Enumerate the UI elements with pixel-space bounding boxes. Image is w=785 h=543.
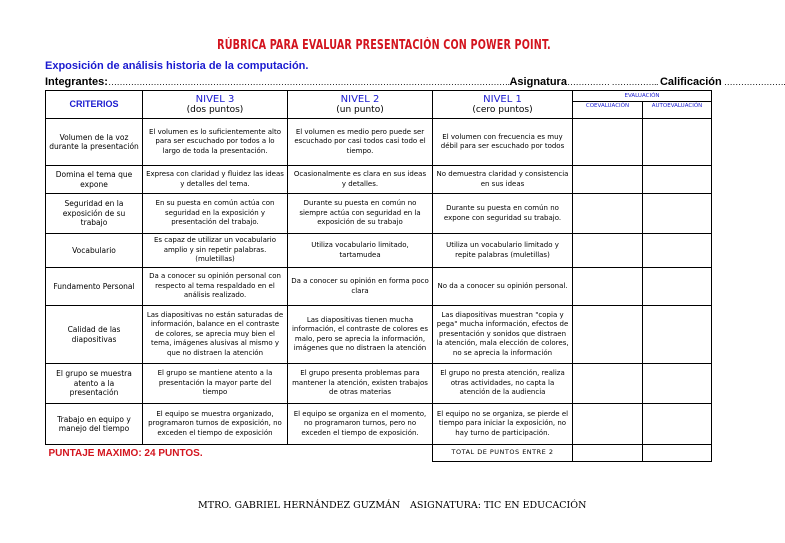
nivel-3-cell: Las diapositivas no están saturadas de información, balance en el contraste de colores, se aprecia muy bien el tema, imágenes alusivas al mismo y que no distraen la atención (143, 306, 288, 364)
criterios-header: CRITERIOS (46, 91, 143, 119)
criterio-cell: Calidad de las diapositivas (46, 306, 143, 364)
coevaluacion-cell[interactable] (573, 404, 643, 445)
table-row (46, 194, 712, 234)
nivel-3-cell: El volumen es lo suficientemente alto para ser escuchado por todos a lo largo de toda la presentación. (143, 119, 288, 166)
calificacion-label: Calificación (659, 76, 722, 88)
nivel-2-cell: El volumen es medio pero puede ser escuchado por casi todos casi todo el tiempo. (288, 119, 433, 166)
coevaluacion-cell[interactable] (573, 234, 643, 268)
criterio-cell: Fundamento Personal (46, 268, 143, 306)
autoevaluacion-cell[interactable] (643, 404, 712, 445)
nivel-2-cell: Las diapositivas tienen mucha información, el contraste de colores es malo, pero se aprecia la información, imágenes que no distraen la atención (288, 306, 433, 364)
autoevaluacion-cell[interactable] (643, 166, 712, 194)
level-3-header: NIVEL 3 (dos puntos) (143, 91, 288, 119)
criterio-cell: Seguridad en la exposición de su trabajo (46, 194, 143, 234)
coevaluacion-header: COEVALUACIÓN (573, 102, 643, 119)
asignatura-label: Asignatura (509, 76, 567, 88)
criterio-cell: Trabajo en equipo y manejo del tiempo (46, 404, 143, 445)
nivel-3-cell: En su puesta en común actúa con seguridad en la exposición y presentación del trabajo. (143, 194, 288, 234)
criterio-cell: Domina el tema que expone (46, 166, 143, 194)
rubric-table (45, 90, 712, 462)
nivel-1-cell: No demuestra claridad y consistencia en sus ideas (433, 166, 573, 194)
nivel-1-cell: Las diapositivas muestran "copia y pega" mucha información, efectos de presentación y sonidos que distraen la atención, mala elección de colores, no se aprecia la información (433, 306, 573, 364)
nivel-1-cell: El grupo no presta atención, realiza otras actividades, no capta la atención de la audiencia (433, 364, 573, 404)
level-2-header: NIVEL 2 (un punto) (288, 91, 433, 119)
teacher-name: MTRO. GABRIEL HERNÁNDEZ GUZMÁN (198, 500, 401, 511)
table-row (46, 234, 712, 268)
autoevaluacion-cell[interactable] (643, 306, 712, 364)
integrantes-label: Integrantes: (45, 76, 108, 88)
nivel-2-cell: Da a conocer su opinión en forma poco clara (288, 268, 433, 306)
autoevaluacion-cell[interactable] (643, 364, 712, 404)
nivel-1-cell: El equipo no se organiza, se pierde el tiempo para iniciar la exposición, no hay turno de participación. (433, 404, 573, 445)
total-coevaluacion-cell[interactable] (573, 445, 643, 462)
level-1-header: NIVEL 1 (cero puntos) (433, 91, 573, 119)
puntaje-maximo: PUNTAJE MAXIMO: 24 PUNTOS. (48, 447, 203, 459)
integrantes-line: Integrantes:…………………………………………………………………………………………………………………………….Asignatura…………… …………….. Calificación …………………. (45, 76, 785, 88)
nivel-3-cell: El equipo se muestra organizado, programaron turnos de exposición, no exceden el tiempo de exposición (143, 404, 288, 445)
criterio-cell: El grupo se muestra atento a la presentación (46, 364, 143, 404)
total-label: TOTAL DE PUNTOS ENTRE 2 (433, 445, 573, 462)
nivel-1-cell: No da a conocer su opinión personal. (433, 268, 573, 306)
coevaluacion-cell[interactable] (573, 364, 643, 404)
nivel-3-cell: El grupo se mantiene atento a la presentación la mayor parte del tiempo (143, 364, 288, 404)
autoevaluacion-cell[interactable] (643, 234, 712, 268)
coevaluacion-cell[interactable] (573, 268, 643, 306)
coevaluacion-cell[interactable] (573, 194, 643, 234)
autoevaluacion-header: AUTOEVALUACIÓN (643, 102, 712, 119)
criterio-cell: Vocabulario (46, 234, 143, 268)
evaluacion-header: EVALUACIÓN (573, 91, 712, 102)
table-row (46, 404, 712, 445)
autoevaluacion-cell[interactable] (643, 119, 712, 166)
nivel-3-cell: Es capaz de utilizar un vocabulario amplio y sin repetir palabras. (muletillas) (143, 234, 288, 268)
nivel-3-cell: Da a conocer su opinión personal con respecto al tema respaldado en el análisis realizado. (143, 268, 288, 306)
criterio-cell: Volumen de la voz durante la presentación (46, 119, 143, 166)
nivel-1-cell: Durante su puesta en común no expone con seguridad su trabajo. (433, 194, 573, 234)
table-row (46, 166, 712, 194)
table-row (46, 268, 712, 306)
autoevaluacion-cell[interactable] (643, 268, 712, 306)
table-row (46, 119, 712, 166)
header-row (46, 91, 712, 102)
subtitle: Exposición de análisis historia de la computación. (45, 60, 309, 72)
nivel-1-cell: Utiliza un vocabulario limitado y repite palabras (muletillas) (433, 234, 573, 268)
subject-name: ASIGNATURA: TIC EN EDUCACIÓN (410, 500, 587, 511)
nivel-3-cell: Expresa con claridad y fluidez las ideas y detalles del tema. (143, 166, 288, 194)
page-title: RÚBRICA PARA EVALUAR PRESENTACIÓN CON POWER POINT. (217, 38, 551, 53)
footer-row (46, 445, 712, 462)
nivel-2-cell: El grupo presenta problemas para mantener la atención, existen trabajos de otras materias (288, 364, 433, 404)
total-autoevaluacion-cell[interactable] (643, 445, 712, 462)
nivel-1-cell: El volumen con frecuencia es muy débil para ser escuchado por todos (433, 119, 573, 166)
autoevaluacion-cell[interactable] (643, 194, 712, 234)
nivel-2-cell: El equipo se organiza en el momento, no programaron turnos, pero no exceden el tiempo de exposición. (288, 404, 433, 445)
nivel-2-cell: Ocasionalmente es clara en sus ideas y detalles. (288, 166, 433, 194)
nivel-2-cell: Durante su puesta en común no siempre actúa con seguridad en la exposición de su trabajo (288, 194, 433, 234)
coevaluacion-cell[interactable] (573, 166, 643, 194)
coevaluacion-cell[interactable] (573, 119, 643, 166)
table-row (46, 364, 712, 404)
coevaluacion-cell[interactable] (573, 306, 643, 364)
table-row (46, 306, 712, 364)
nivel-2-cell: Utiliza vocabulario limitado, tartamudea (288, 234, 433, 268)
